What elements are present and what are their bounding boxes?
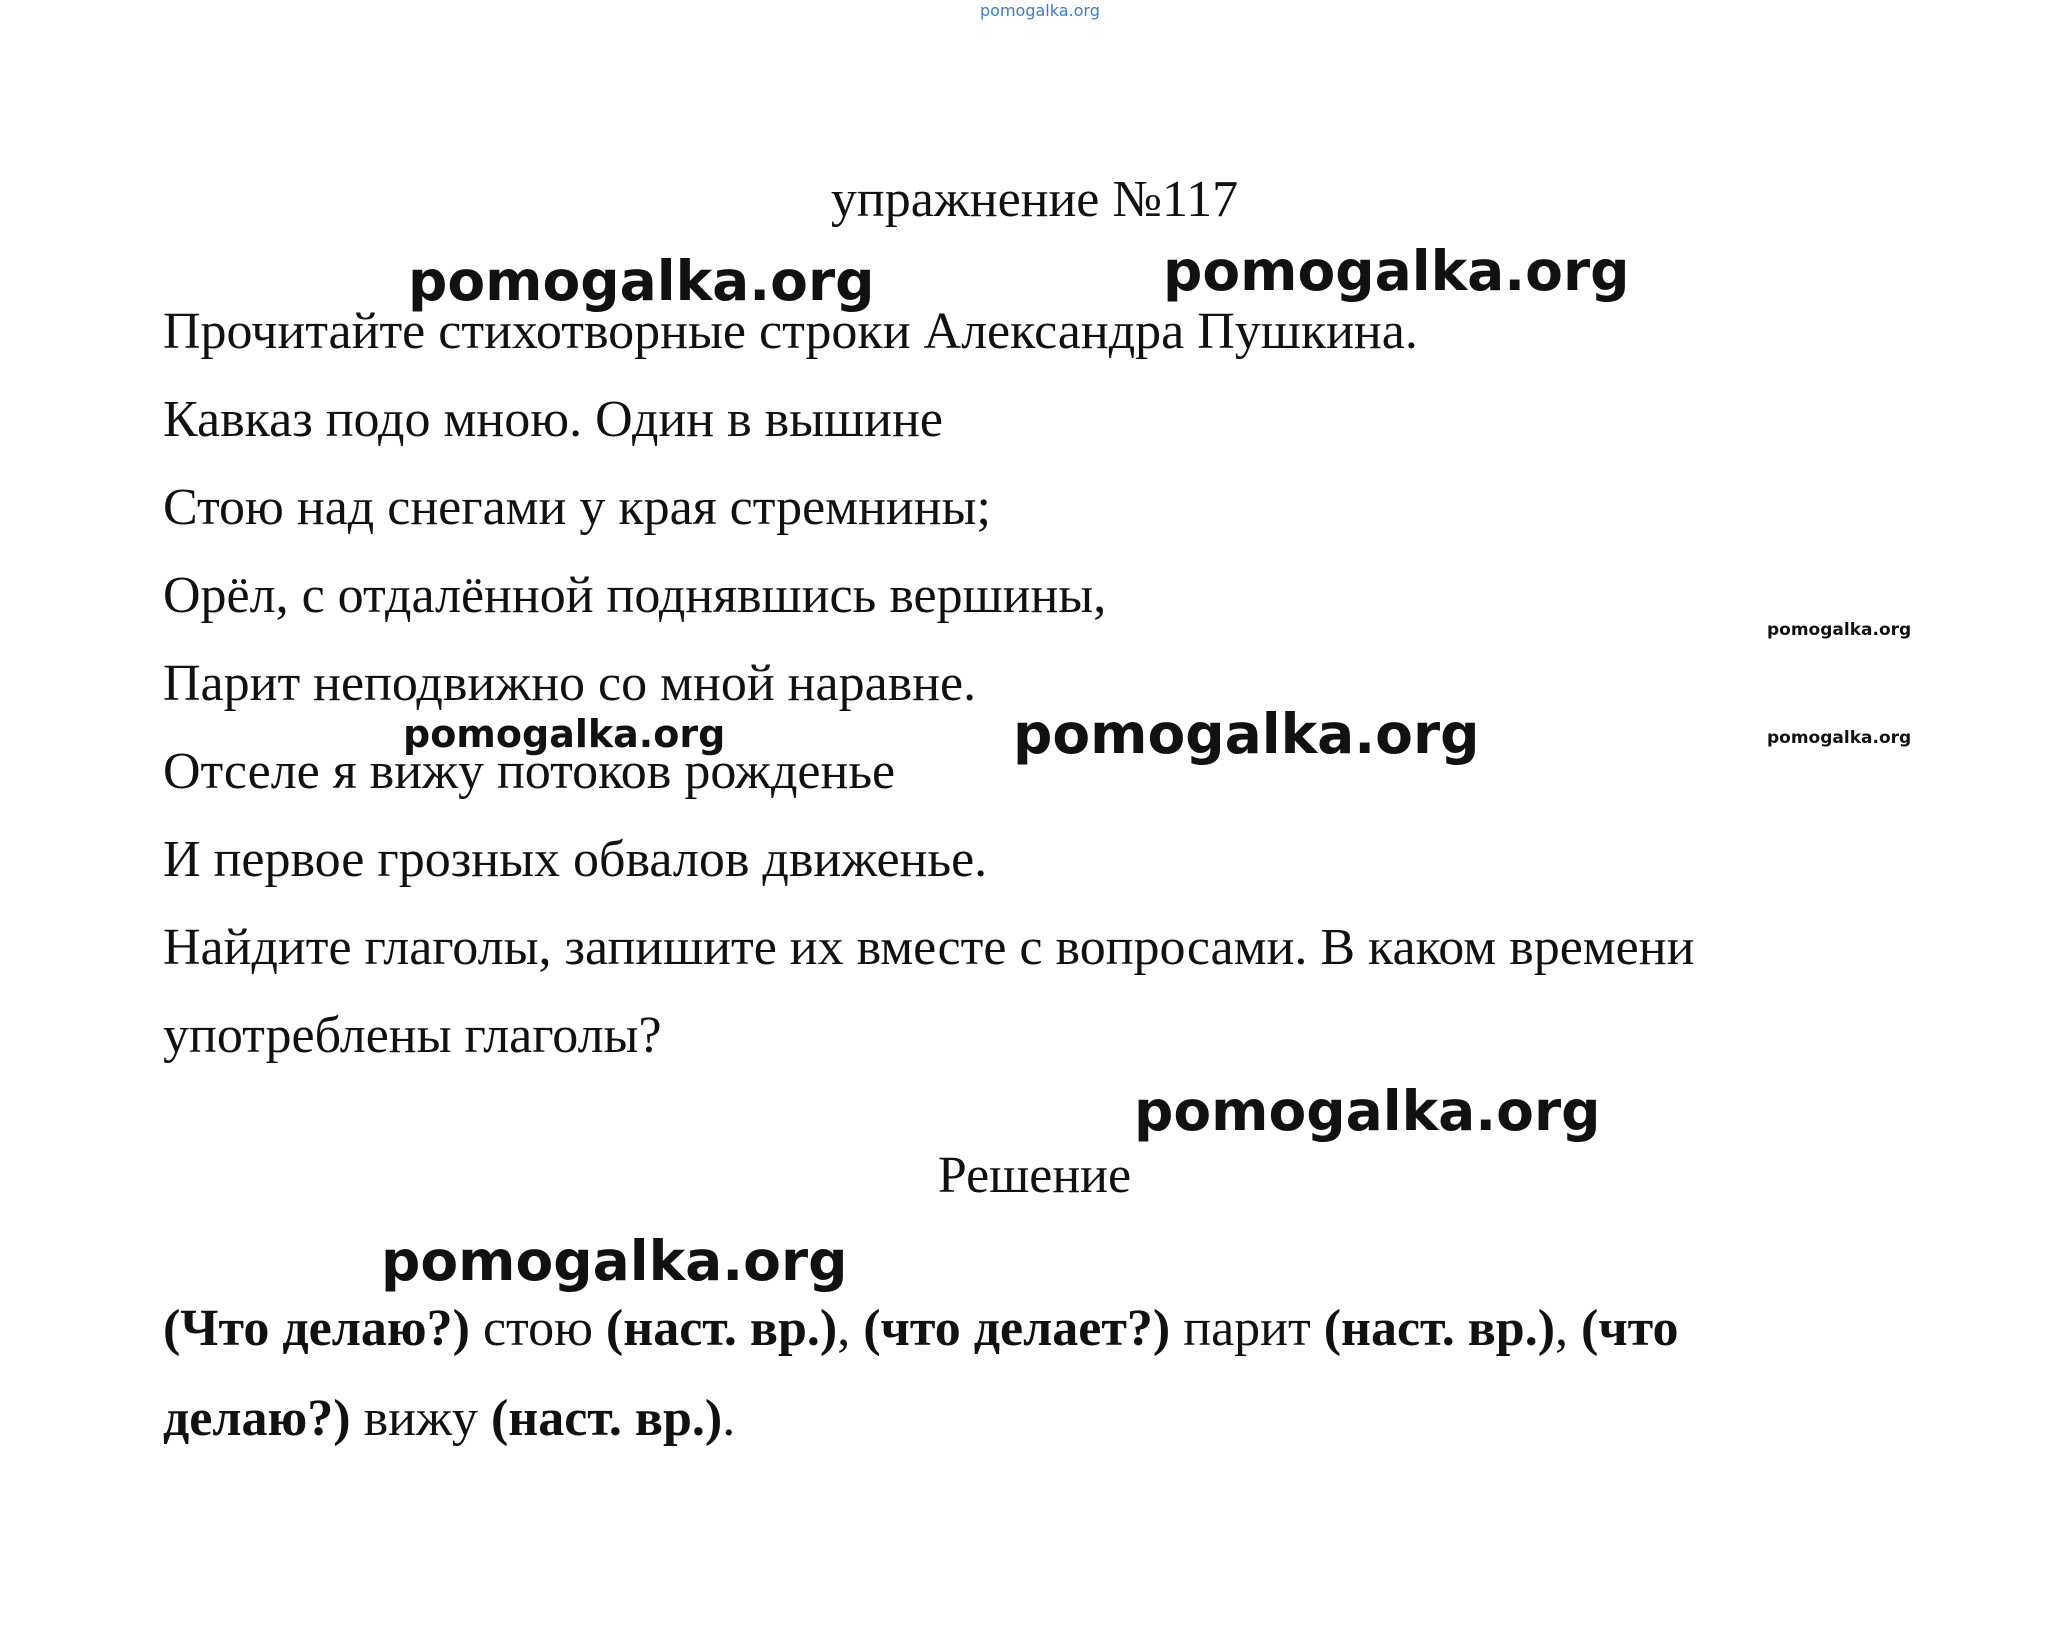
watermark: pomogalka.org (1767, 728, 1912, 748)
solution-annotation: (наст. вр.) (490, 1390, 723, 1447)
solution-title: Решение (937, 1147, 1132, 1204)
solution-annotation: (Что делаю?) (163, 1300, 470, 1357)
watermark: pomogalka.org (1163, 239, 1630, 303)
poem-line: Отселе я вижу потоков рожденье (163, 743, 896, 800)
task-intro: Прочитайте стихотворные строки Александра Пушкина. (163, 303, 1418, 360)
solution-verb-text: вижу (350, 1390, 491, 1447)
solution-verb-text: , (1555, 1300, 1582, 1357)
watermark: pomogalka.org (1134, 1079, 1601, 1143)
poem-line: Кавказ подо мною. Один в вышине (163, 391, 943, 448)
watermark: pomogalka.org (408, 249, 875, 313)
solution-annotation: (что (1581, 1300, 1679, 1357)
watermark: pomogalka.org (381, 1229, 848, 1293)
exercise-title: упражнение №117 (830, 171, 1239, 228)
solution-line (163, 1299, 1679, 1359)
site-link[interactable]: pomogalka.org (980, 1, 1100, 20)
poem-line: И первое грозных обвалов движенье. (163, 831, 988, 888)
solution-line (163, 1389, 735, 1449)
solution-verb-text: парит (1170, 1300, 1324, 1357)
solution-verb-text: стою (469, 1300, 606, 1357)
solution-annotation: (наст. вр.) (605, 1300, 838, 1357)
watermark: pomogalka.org (1013, 702, 1480, 766)
poem-line: Парит неподвижно со мной наравне. (163, 655, 977, 712)
poem-line: Орёл, с отдалённой поднявшись вершины, (163, 567, 1107, 624)
task-question: употреблены глаголы? (163, 1007, 662, 1064)
solution-annotation: (наст. вр.) (1323, 1300, 1556, 1357)
solution-annotation: делаю?) (163, 1390, 351, 1447)
watermark: pomogalka.org (403, 712, 726, 756)
solution-verb-text: , (837, 1300, 864, 1357)
watermark: pomogalka.org (1767, 620, 1912, 640)
task-question: Найдите глаголы, запишите их вместе с вопросами. В каком времени (163, 919, 1695, 976)
solution-annotation: (что делает?) (863, 1300, 1171, 1357)
poem-line: Стою над снегами у края стремнины; (163, 479, 991, 536)
solution-verb-text: . (722, 1390, 736, 1447)
